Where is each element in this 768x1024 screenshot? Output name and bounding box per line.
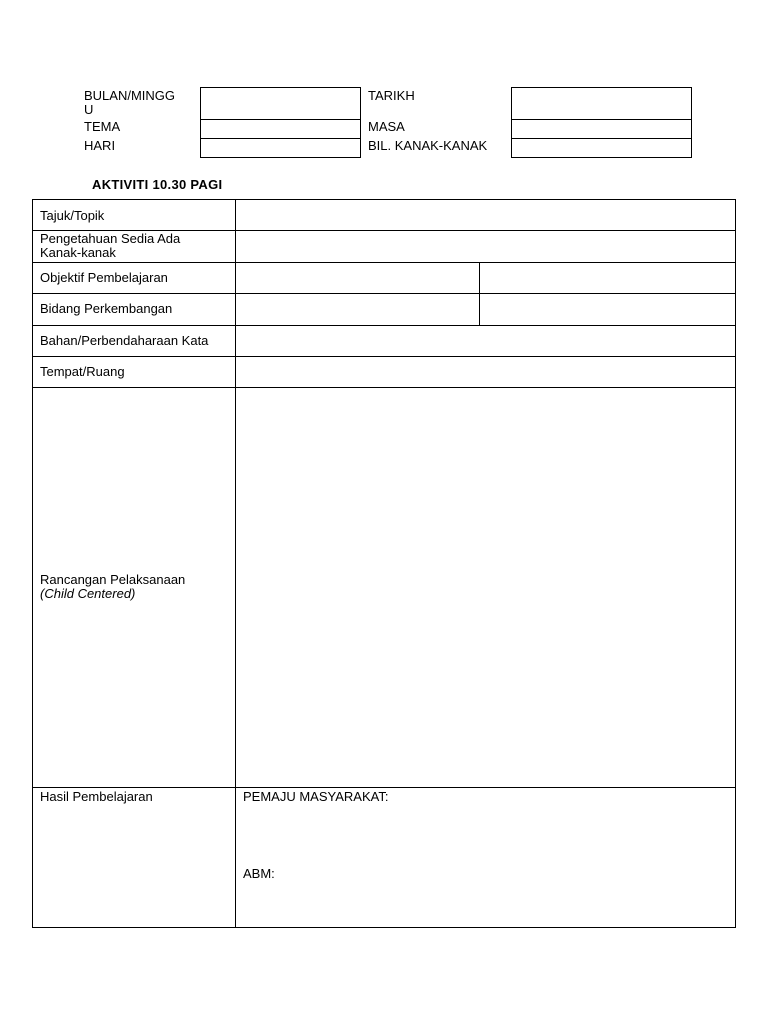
pemaju-masyarakat-label: PEMAJU MASYARAKAT: (243, 789, 389, 804)
row-label-pengetahuan-line1: Pengetahuan Sedia Ada (40, 231, 181, 246)
label-tema: TEMA (84, 119, 121, 134)
tema-field[interactable] (200, 119, 361, 139)
row-label-tempat: Tempat/Ruang (40, 364, 125, 379)
row-label-rancangan (40, 573, 185, 601)
label-hari: HARI (84, 138, 116, 153)
bidang-input-cell-a[interactable] (236, 294, 479, 325)
bidang-input-cell-b[interactable] (480, 294, 735, 325)
bulan-minggu-field[interactable] (200, 87, 361, 120)
tajuk-input-cell[interactable] (236, 200, 735, 230)
label-masa: MASA (368, 119, 405, 134)
label-bil-kanak-kanak: BIL. KANAK-KANAK (368, 138, 488, 153)
row-divider (32, 787, 736, 788)
row-label-pengetahuan-line2: Kanak-kanak (40, 245, 116, 260)
section-title: AKTIVITI 10.30 PAGI (92, 177, 223, 192)
pengetahuan-input-cell[interactable] (236, 231, 735, 262)
masa-field[interactable] (511, 119, 692, 139)
tempat-input-cell[interactable] (236, 357, 735, 387)
row-label-bahan: Bahan/Perbendaharaan Kata (40, 333, 209, 348)
row-label-rancangan-sub: (Child Centered) (40, 586, 136, 601)
row-label-objektif: Objektif Pembelajaran (40, 270, 168, 285)
objektif-input-cell-a[interactable] (236, 263, 479, 293)
abm-label: ABM: (243, 866, 275, 881)
row-label-hasil: Hasil Pembelajaran (40, 789, 153, 804)
bil-kanak-kanak-field[interactable] (511, 138, 692, 158)
label-bulan-minggu-line2: U (84, 102, 94, 117)
hari-field[interactable] (200, 138, 361, 158)
tarikh-field[interactable] (511, 87, 692, 120)
row-label-bidang: Bidang Perkembangan (40, 301, 173, 316)
row-label-tajuk: Tajuk/Topik (40, 208, 105, 223)
label-bulan-minggu (84, 89, 175, 117)
objektif-input-cell-b[interactable] (480, 263, 735, 293)
row-label-rancangan-line1: Rancangan Pelaksanaan (40, 572, 186, 587)
bahan-input-cell[interactable] (236, 326, 735, 356)
label-bulan-minggu-line1: BULAN/MINGG (84, 88, 176, 103)
label-tarikh: TARIKH (368, 88, 415, 103)
rancangan-input-cell[interactable] (236, 388, 735, 787)
row-label-pengetahuan (40, 232, 180, 260)
